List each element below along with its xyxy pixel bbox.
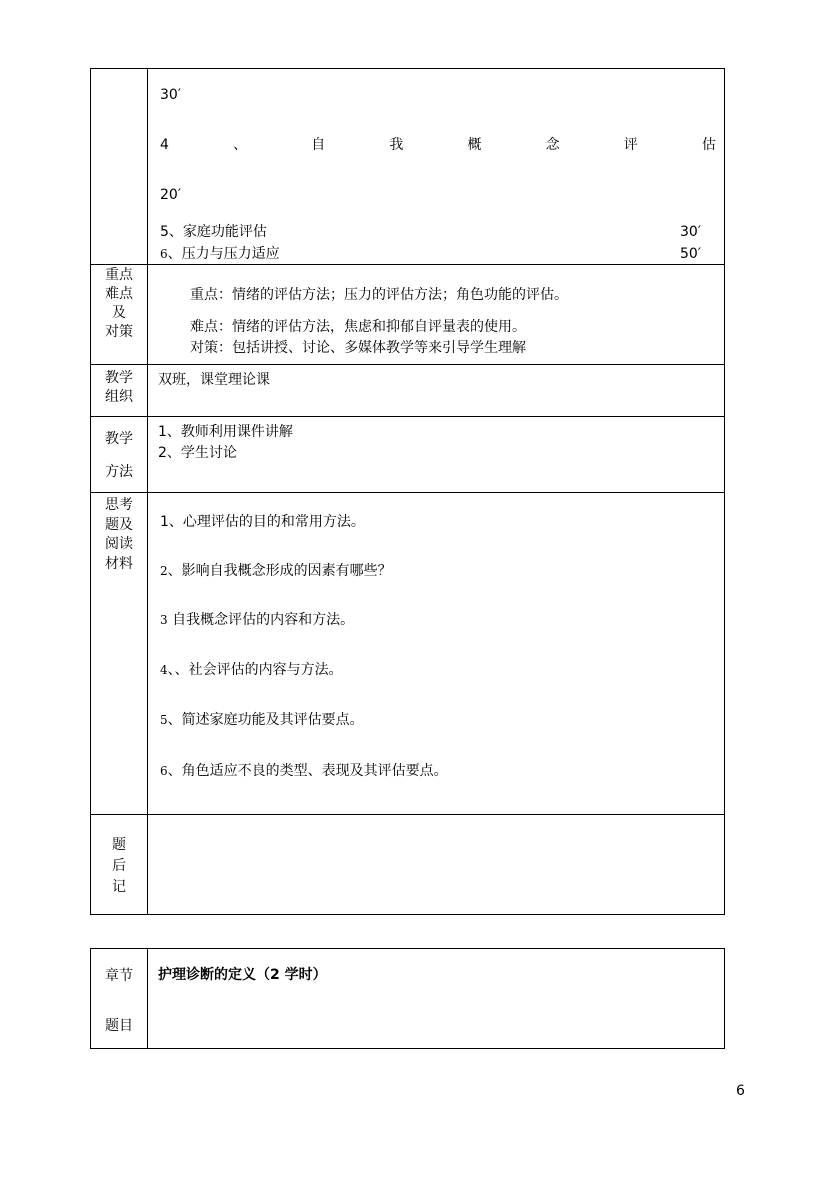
item4-char: 我	[389, 137, 404, 153]
item-text: 、、社会评估的内容与方法。	[167, 662, 343, 678]
schedule-item-6	[160, 245, 280, 263]
afterword-label	[91, 835, 147, 898]
item4-char: 念	[545, 137, 560, 153]
question-item	[160, 711, 364, 729]
item-text: 、影响自我概念形成的因素有哪些？	[167, 563, 392, 579]
item-number: 1	[160, 514, 169, 530]
item-text: 、压力与压力适应	[167, 246, 280, 262]
item-text: 、简述家庭功能及其评估要点。	[167, 712, 364, 728]
item-text: 、心理评估的目的和常用方法。	[168, 514, 365, 530]
schedule-time-a: 30′	[160, 87, 181, 103]
chapter-title: 护理诊断的定义（2 学时）	[158, 967, 327, 983]
item-number: 6	[160, 247, 168, 261]
page-number: 6	[736, 1083, 745, 1099]
label-line: 难点	[105, 286, 133, 302]
label-line: 思考	[105, 497, 133, 513]
item-number: 5	[160, 713, 168, 727]
label-line: 教学	[105, 370, 133, 386]
question-item	[160, 661, 343, 679]
item4-char: 4	[160, 137, 169, 153]
schedule-item-6-time: 50′	[680, 246, 701, 262]
label-line: 后	[112, 858, 126, 874]
schedule-item-5: 5、家庭功能评估	[160, 224, 267, 240]
question-item	[160, 562, 392, 580]
item-number: 4	[160, 663, 168, 677]
method-label-bottom: 方法	[105, 464, 133, 480]
label-line: 阅读	[105, 536, 133, 552]
item4-char: 概	[467, 137, 482, 153]
label-line: 题	[112, 837, 126, 853]
method-label-top: 教学	[105, 431, 133, 447]
chapter-label: 章节	[105, 968, 133, 984]
method-item: 1、教师利用课件讲解	[158, 424, 293, 440]
item4-char: 评	[623, 137, 638, 153]
item-number: 3	[160, 613, 168, 627]
key-points-strategy: 对策：包括讲授、讨论、多媒体教学等来引导学生理解	[190, 340, 526, 356]
item4-char: 、	[233, 137, 248, 153]
label-line: 题及	[105, 516, 133, 533]
schedule-item-4	[160, 136, 716, 154]
method-item: 2、学生讨论	[158, 445, 237, 461]
schedule-item-5-time: 30′	[680, 224, 701, 240]
schedule-time-b: 20′	[160, 187, 181, 203]
label-line: 及	[112, 305, 126, 321]
item4-char: 估	[701, 137, 716, 153]
label-line: 记	[112, 879, 126, 895]
organization-label	[91, 369, 147, 407]
label-line: 材料	[105, 555, 133, 572]
question-item	[160, 513, 365, 531]
item-text: 自我概念评估的内容和方法。	[167, 612, 355, 628]
label-line: 组织	[105, 389, 133, 405]
item-number: 6	[160, 764, 168, 778]
item-text: 、角色适应不良的类型、表现及其评估要点。	[167, 763, 448, 779]
organization-content: 双班，课堂理论课	[158, 372, 270, 388]
label-line: 重点	[105, 267, 133, 283]
label-line: 对策	[105, 324, 133, 340]
key-points-label	[91, 266, 147, 342]
title-label: 题目	[105, 1018, 133, 1034]
item4-char: 自	[311, 137, 326, 153]
key-points-focus: 重点：情绪的评估方法；压力的评估方法；角色功能的评估。	[190, 287, 568, 303]
question-item	[160, 762, 448, 780]
questions-label	[91, 496, 147, 574]
key-points-difficulty: 难点：情绪的评估方法，焦虑和抑郁自评量表的使用。	[190, 319, 526, 335]
question-item	[160, 611, 354, 629]
item-number: 2	[160, 564, 168, 578]
